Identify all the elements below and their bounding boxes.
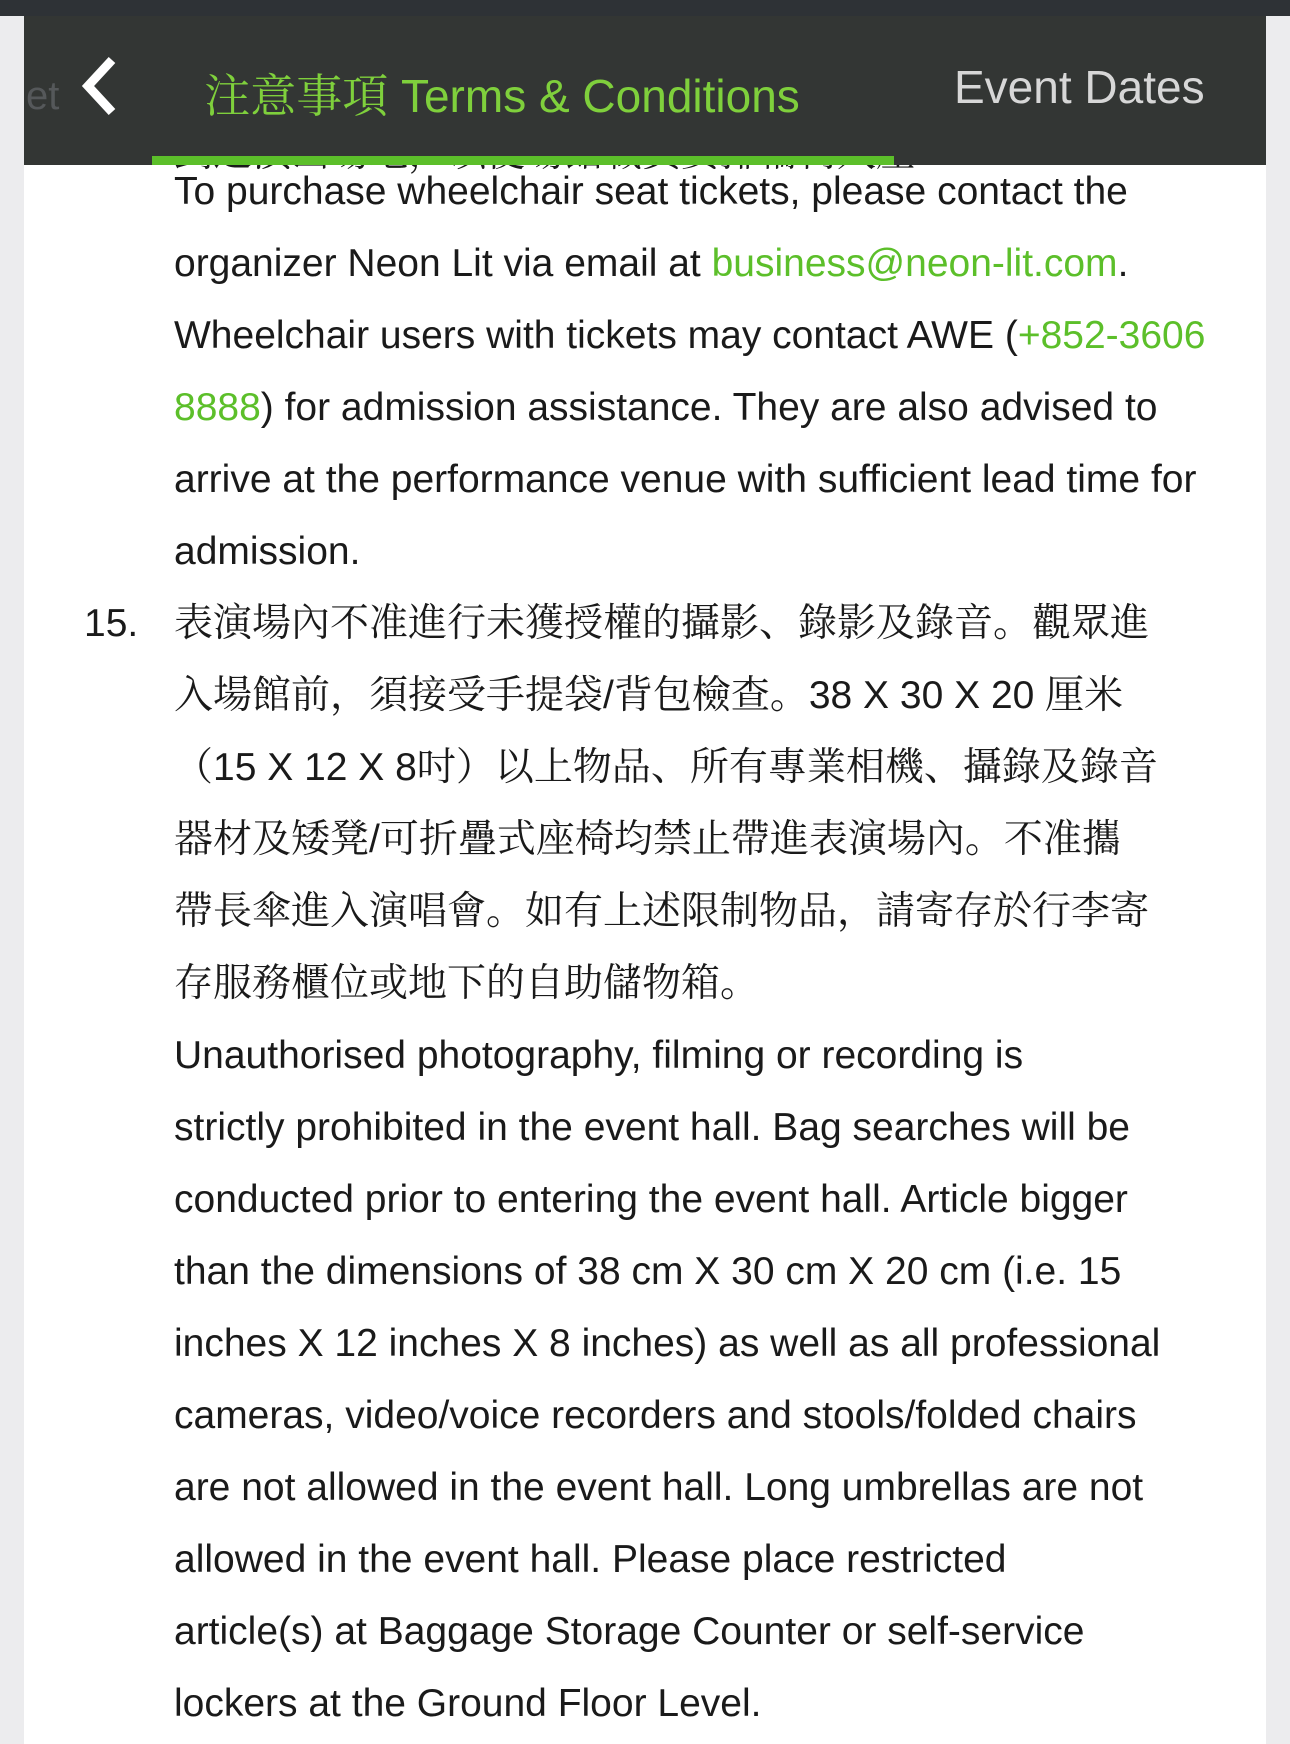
item-15-zh-line: 存服務櫃位或地下的自助儲物箱。: [174, 962, 760, 1005]
item-15-en-line: inches X 12 inches X 8 inches) as well as all professional: [174, 1322, 1161, 1365]
item-15-en-line: conducted prior to entering the event hall. Article bigger: [174, 1178, 1128, 1221]
item-15-zh-line: （15 X 12 X 8吋）以上物品、所有專業相機、攝錄及錄音: [174, 746, 1158, 789]
item-15-number: 15.: [84, 602, 139, 645]
item-14-paragraph: [174, 156, 1240, 588]
item-15-en-line: article(s) at Baggage Storage Counter or self-service: [174, 1610, 1085, 1653]
item-15-en-line: than the dimensions of 38 cm X 30 cm X 20 cm (i.e. 15: [174, 1250, 1122, 1293]
item-15-en-line: strictly prohibited in the event hall. Bag searches will be: [174, 1106, 1130, 1149]
item-15-zh-line: 表演場內不准進行未獲授權的攝影、錄影及錄音。觀眾進: [174, 602, 1150, 645]
active-tab-indicator: [152, 156, 894, 165]
tab-event-dates-label: Event Dates: [954, 61, 1205, 113]
back-button[interactable]: [68, 46, 138, 126]
item-15-en-line: Unauthorised photography, filming or recording is: [174, 1034, 1024, 1077]
terms-sheet: [24, 16, 1266, 1744]
tab-terms-conditions[interactable]: [152, 16, 932, 165]
item-15-zh-line: 帶長傘進入演唱會。如有上述限制物品，請寄存於行李寄: [174, 890, 1150, 933]
chevron-left-icon: [68, 46, 138, 126]
organizer-email-link[interactable]: business@neon-lit.com: [711, 242, 1118, 285]
tab-terms-label: 注意事項 Terms & Conditions: [204, 70, 800, 122]
item-15-zh-line: 入場館前，須接受手提袋/背包檢查。38 X 30 X 20 厘米: [174, 674, 1124, 717]
item-14-english: [24, 156, 1266, 588]
item-14-text-1: To purchase wheelchair seat tickets, please contact the organizer Neon Lit via email at: [174, 170, 1128, 285]
tab-event-dates[interactable]: [944, 16, 1266, 165]
item-14-text-2: . Wheelchair users with tickets may contact AWE (: [174, 242, 1129, 357]
back-ghost-text: et: [26, 74, 60, 118]
item-15-en-line: allowed in the event hall. Please place restricted: [174, 1538, 1007, 1581]
item-15-en-line: cameras, video/voice recorders and stools/folded chairs: [174, 1394, 1137, 1437]
item-15-en-line: lockers at the Ground Floor Level.: [174, 1682, 762, 1725]
top-nav-bar: [24, 16, 1266, 165]
terms-content: [24, 156, 1266, 1740]
item-15-zh-line: 器材及矮凳/可折疊式座椅均禁止帶進表演場內。不准攜: [174, 818, 1121, 861]
awe-phone-link[interactable]: +852-3606 8888: [174, 314, 1206, 429]
item-15: [24, 588, 1266, 1740]
status-bar-strip: [0, 0, 1290, 16]
item-15-en-line: are not allowed in the event hall. Long umbrellas are not: [174, 1466, 1144, 1509]
item-14-text-3: ) for admission assistance. They are also advised to arrive at the performance venue with sufficient lead time for admission.: [174, 386, 1197, 573]
